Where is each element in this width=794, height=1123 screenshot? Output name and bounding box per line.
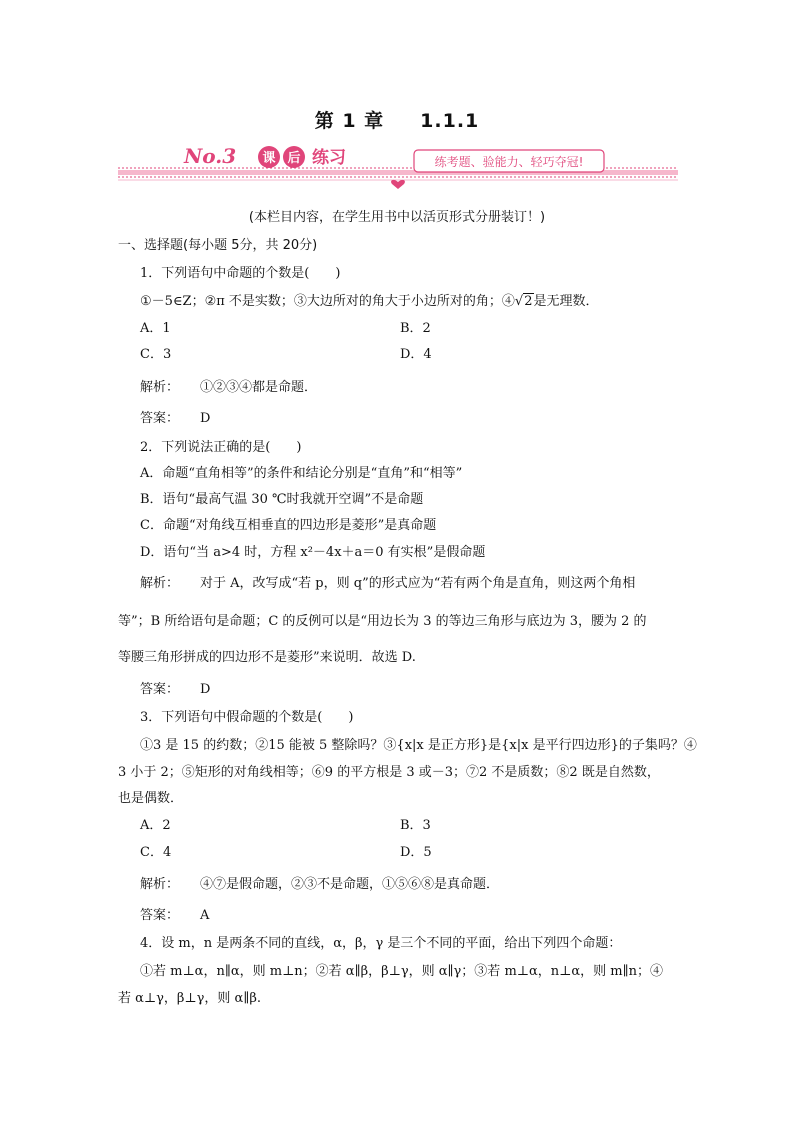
q3-analysis — [140, 877, 499, 893]
q1-answer — [140, 411, 210, 427]
q1-option-d: D．4 — [400, 347, 432, 362]
q3-items-line1: ①3 是 15 的约数；②15 能被 5 整除吗？③{x|x 是正方形}是{x|x 是平行四边形}的子集吗？④ — [140, 738, 697, 753]
q1-analysis — [140, 380, 317, 396]
answer-label: 答案： — [140, 682, 180, 697]
sqrt-radicand: 2 — [524, 294, 533, 309]
q1-stem: 1．下列语句中命题的个数是( ) — [140, 266, 341, 281]
heart-icon — [391, 180, 405, 189]
q2-option-d: D．语句“当 a>4 时，方程 x²－4x＋a＝0 有实根”是假命题 — [140, 545, 486, 560]
section-label: 1.1.1 — [420, 110, 480, 132]
q3-option-b: B．3 — [400, 818, 431, 833]
exercise-banner — [118, 144, 678, 192]
q1-items-a: ①－5∈Z；②π 不是实数；③大边所对的角大于小边所对的角；④ — [140, 294, 515, 309]
analysis-label: 解析： — [140, 380, 180, 395]
q1-option-a: A．1 — [140, 321, 171, 336]
q4-items-line1: ①若 m⊥α，n∥α，则 m⊥n；②若 α∥β，β⊥γ，则 α∥γ；③若 m⊥α，n⊥α，则 m∥n；④ — [140, 964, 663, 979]
q2-option-c: C．命题“对角线互相垂直的四边形是菱形”是真命题 — [140, 518, 437, 533]
banner-char-1: 课 — [262, 151, 276, 166]
q1-items — [140, 294, 599, 310]
q4-items-line2: 若 α⊥γ，β⊥γ，则 α∥β. — [118, 991, 261, 1006]
banner-slogan: 练考题、验能力、轻巧夺冠! — [434, 155, 584, 169]
q3-answer — [140, 908, 209, 924]
q3-option-d: D．5 — [400, 845, 432, 860]
q3-option-c: C．4 — [140, 845, 172, 860]
answer-text: A — [200, 908, 210, 923]
q3-items-line2: 3 小于 2；⑤矩形的对角线相等；⑥9 的平方根是 3 或－3；⑦2 不是质数；⑧2 既是自然数， — [118, 765, 660, 780]
q2-analysis — [140, 576, 635, 592]
banner-char-2: 后 — [287, 151, 301, 166]
q1-items-b: 是无理数． — [533, 294, 599, 309]
analysis-text-line1: 对于 A，改写成“若 p，则 q”的形式应为“若有两个角是直角，则这两个角相 — [200, 576, 636, 591]
binding-note: (本栏目内容，在学生用书中以活页形式分册装订！) — [248, 210, 546, 225]
q1-option-b: B．2 — [400, 321, 431, 336]
q4-stem: 4．设 m，n 是两条不同的直线，α，β，γ 是三个不同的平面，给出下列四个命题： — [140, 936, 622, 951]
page-title — [0, 106, 794, 133]
q3-stem: 3．下列语句中假命题的个数是( ) — [140, 710, 354, 725]
q1-option-c: C．3 — [140, 347, 172, 362]
answer-text: D — [200, 411, 211, 426]
chapter-label: 第 1 章 — [314, 110, 385, 132]
q2-stem: 2．下列说法正确的是( ) — [140, 440, 302, 455]
q3-option-a: A．2 — [140, 818, 171, 833]
answer-label: 答案： — [140, 411, 180, 426]
q3-items-line3: 也是偶数． — [118, 791, 184, 806]
section-title: 一、选择题(每小题 5分，共 20分) — [118, 238, 318, 253]
banner-number: No.3 — [184, 144, 237, 168]
answer-label: 答案： — [140, 908, 180, 923]
answer-text: D — [200, 682, 211, 697]
q2-analysis-line2: 等”；B 所给语句是命题；C 的反例可以是“用边长为 3 的等边三角形与底边为 3，腰为 2 的 — [118, 614, 647, 629]
analysis-label: 解析： — [140, 576, 180, 591]
q2-option-a: A．命题“直角相等”的条件和结论分别是“直角”和“相等” — [140, 466, 463, 481]
banner-title: 练习 — [312, 148, 346, 168]
q2-analysis-line3: 等腰三角形拼成的四边形不是菱形”来说明．故选 D. — [118, 650, 416, 665]
analysis-text: ④⑦是假命题，②③不是命题，①⑤⑥⑧是真命题． — [200, 877, 500, 892]
q2-answer — [140, 682, 210, 698]
analysis-text: ①②③④都是命题． — [200, 380, 318, 395]
q2-option-b: B．语句“最高气温 30 ℃时我就开空调”不是命题 — [140, 492, 424, 507]
analysis-label: 解析： — [140, 877, 180, 892]
sqrt-symbol: √2 — [514, 294, 533, 309]
